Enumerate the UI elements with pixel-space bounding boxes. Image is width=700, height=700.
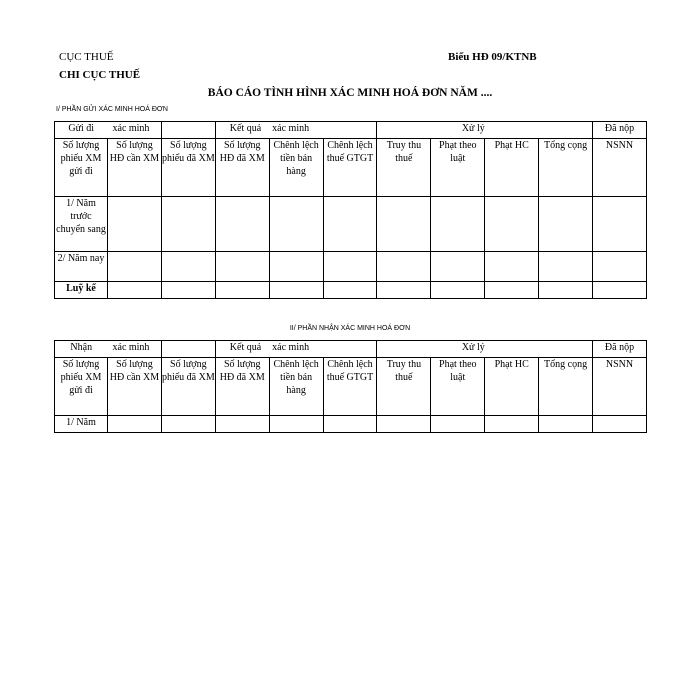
table-cell[interactable]	[539, 416, 593, 433]
table-cell[interactable]	[269, 416, 323, 433]
header-spacer	[539, 341, 593, 358]
header-spacer	[323, 122, 377, 139]
col-header: Số lượng phiếu đã XM	[161, 139, 215, 197]
table-cell[interactable]	[323, 252, 377, 282]
col-header: Số lượng HĐ cần XM	[108, 358, 162, 416]
send-verification-table	[54, 121, 647, 299]
table-cell[interactable]	[485, 252, 539, 282]
header-spacer	[377, 122, 431, 139]
table-cell[interactable]	[161, 282, 215, 299]
section-1-heading: I/ PHẦN GỬI XÁC MINH HOÁ ĐƠN	[56, 106, 168, 113]
table-cell[interactable]	[377, 282, 431, 299]
sub-agency-name: CHI CỤC THUẾ	[59, 69, 141, 81]
table-cell[interactable]	[431, 197, 485, 252]
table-cell[interactable]	[108, 282, 162, 299]
table-cell[interactable]	[485, 282, 539, 299]
col-header: Số lượng phiếu đã XM	[161, 358, 215, 416]
col-header: Tổng cọng	[539, 139, 593, 197]
header-send: Gửi đi	[55, 122, 108, 139]
table-cell[interactable]	[431, 416, 485, 433]
table-cell[interactable]	[215, 282, 269, 299]
header-receive: Nhận	[55, 341, 108, 358]
header-result: Kết quả	[215, 341, 269, 358]
table-cell[interactable]	[593, 197, 647, 252]
table-cell[interactable]	[431, 252, 485, 282]
receive-verification-table	[54, 340, 647, 433]
table-cell[interactable]	[108, 197, 162, 252]
table-cell[interactable]	[431, 282, 485, 299]
header-result-verify: xác minh	[269, 341, 323, 358]
col-header: Chênh lệch thuế GTGT	[323, 358, 377, 416]
table-cell[interactable]	[269, 252, 323, 282]
col-header: Phạt HC	[485, 139, 539, 197]
header-paid: Đã nộp	[593, 341, 647, 358]
table-cell[interactable]	[593, 282, 647, 299]
col-header: Truy thu thuế	[377, 358, 431, 416]
col-header: Số lượng phiếu XM gửi đi	[55, 139, 108, 197]
col-header: Chênh lệch tiền bán hàng	[269, 139, 323, 197]
table-cell[interactable]	[485, 197, 539, 252]
col-header: Chênh lệch tiền bán hàng	[269, 358, 323, 416]
table-cell[interactable]	[539, 252, 593, 282]
col-header: Số lượng HĐ đã XM	[215, 358, 269, 416]
row-label: 1/ Năm	[55, 416, 108, 433]
header-spacer	[161, 341, 215, 358]
table-cell[interactable]	[108, 416, 162, 433]
row-label: 1/ Năm trước chuyển sang	[55, 197, 108, 252]
header-handle: Xử lý	[431, 341, 485, 358]
table-cell[interactable]	[161, 416, 215, 433]
section-2-heading: II/ PHẦN NHẬN XÁC MINH HOÁ ĐƠN	[289, 325, 411, 332]
header-result: Kết quả	[215, 122, 269, 139]
col-header: Tổng cọng	[539, 358, 593, 416]
col-header: Phạt theo luật	[431, 358, 485, 416]
agency-name: CỤC THUẾ	[59, 51, 114, 63]
header-spacer	[161, 122, 215, 139]
col-header: Số lượng HĐ cần XM	[108, 139, 162, 197]
table-cell[interactable]	[323, 282, 377, 299]
table-cell[interactable]	[161, 252, 215, 282]
col-header: NSNN	[593, 139, 647, 197]
table-cell[interactable]	[539, 197, 593, 252]
col-header: Phạt HC	[485, 358, 539, 416]
header-result-verify: xác minh	[269, 122, 323, 139]
table-cell[interactable]	[539, 282, 593, 299]
header-verify: xác minh	[108, 341, 162, 358]
table-cell[interactable]	[377, 197, 431, 252]
table-cell[interactable]	[215, 252, 269, 282]
header-spacer	[485, 341, 539, 358]
header-spacer	[539, 122, 593, 139]
row-label: Luỹ kế	[55, 282, 108, 299]
table-cell[interactable]	[377, 252, 431, 282]
table-cell[interactable]	[323, 416, 377, 433]
header-paid: Đã nộp	[593, 122, 647, 139]
col-header: Số lượng HĐ đã XM	[215, 139, 269, 197]
table-cell[interactable]	[161, 197, 215, 252]
row-label: 2/ Năm nay	[55, 252, 108, 282]
form-code: Biểu HĐ 09/KTNB	[448, 51, 537, 63]
table-cell[interactable]	[377, 416, 431, 433]
header-handle: Xử lý	[431, 122, 485, 139]
table-cell[interactable]	[593, 416, 647, 433]
table-cell[interactable]	[593, 252, 647, 282]
table-cell[interactable]	[215, 416, 269, 433]
table-cell[interactable]	[485, 416, 539, 433]
col-header: Số lượng phiếu XM gửi đi	[55, 358, 108, 416]
report-title: BÁO CÁO TÌNH HÌNH XÁC MINH HOÁ ĐƠN NĂM ....	[207, 87, 493, 99]
table-cell[interactable]	[323, 197, 377, 252]
col-header: NSNN	[593, 358, 647, 416]
col-header: Chênh lệch thuế GTGT	[323, 139, 377, 197]
header-spacer	[485, 122, 539, 139]
header-spacer	[377, 341, 431, 358]
table-cell[interactable]	[108, 252, 162, 282]
table-cell[interactable]	[269, 282, 323, 299]
col-header: Phạt theo luật	[431, 139, 485, 197]
table-cell[interactable]	[215, 197, 269, 252]
header-verify: xác minh	[108, 122, 162, 139]
table-cell[interactable]	[269, 197, 323, 252]
header-spacer	[323, 341, 377, 358]
col-header: Truy thu thuế	[377, 139, 431, 197]
